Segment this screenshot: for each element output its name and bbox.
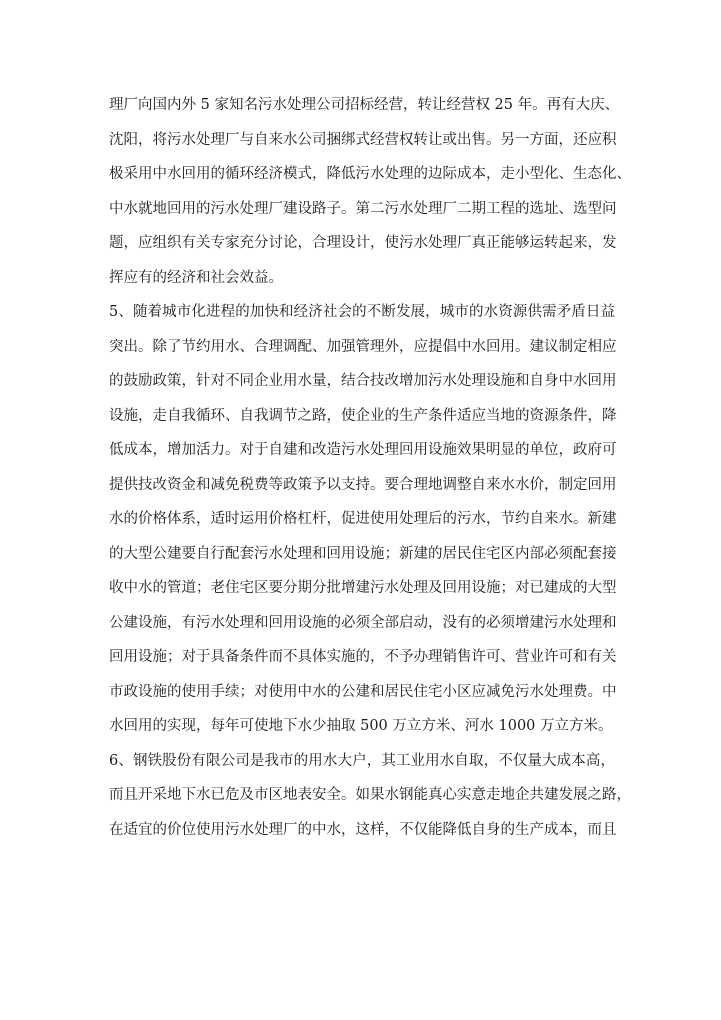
text-line: 理厂向国内外 5 家知名污水处理公司招标经营，转让经营权 25 年。再有大庆、 xyxy=(109,97,620,113)
text-line: 中水就地回用的污水处理厂建设路子。第二污水处理厂二期工程的选址、选型问 xyxy=(109,200,617,217)
text-line: 挥应有的经济和社会效益。 xyxy=(109,269,283,286)
text-line: 极采用中水回用的循环经济模式，降低污水处理的边际成本，走小型化、生态化、 xyxy=(109,166,631,182)
body-text xyxy=(109,88,631,847)
text-line: 沈阳，将污水处理厂与自来水公司捆绑式经营权转让或出售。另一方面，还应积 xyxy=(109,131,617,148)
text-line: 的大型公建要自行配套污水处理和回用设施；新建的居民住宅区内部必须配套接 xyxy=(109,545,617,562)
text-line: 水回用的实现，每年可使地下水少抽取 500 万立方米、河水 1000 万立方米。 xyxy=(109,718,613,734)
text-line: 的鼓励政策，针对不同企业用水量，结合技改增加污水处理设施和自身中水回用 xyxy=(109,373,617,389)
text-line: 而且开采地下水已危及市区地表安全。如果水钢能真心实意走地企共建发展之路， xyxy=(109,787,631,803)
text-line: 设施，走自我循环、自我调节之路，使企业的生产条件适应当地的资源条件，降 xyxy=(109,407,617,424)
text-line: 提供技改资金和减免税费等政策予以支持。要合理地调整自来水水价，制定回用 xyxy=(109,476,617,493)
text-line: 水的价格体系，适时运用价格杠杆，促进使用处理后的污水，节约自来水。新建 xyxy=(109,511,617,527)
text-line: 5、随着城市化进程的加快和经济社会的不断发展，城市的水资源供需矛盾日益 xyxy=(109,304,615,320)
text-line: 在适宜的价位使用污水处理厂的中水，这样，不仅能降低自身的生产成本，而且 xyxy=(109,821,617,838)
text-line: 低成本，增加活力。对于自建和改造污水处理回用设施效果明显的单位，政府可 xyxy=(109,442,617,458)
text-line: 市政设施的使用手续；对使用中水的公建和居民住宅小区应减免污水处理费。中 xyxy=(109,683,617,700)
text-line: 收中水的管道；老住宅区要分期分批增建污水处理及回用设施；对已建成的大型 xyxy=(109,580,617,596)
text-line: 回用设施；对于具备条件而不具体实施的，不予办理销售许可、营业许可和有关 xyxy=(109,649,617,665)
text-line: 突出。除了节约用水、合理调配、加强管理外，应提倡中水回用。建议制定相应 xyxy=(109,338,617,355)
text-line: 题，应组织有关专家充分讨论，合理设计，使污水处理厂真正能够运转起来，发 xyxy=(109,235,617,251)
text-line: 公建设施，有污水处理和回用设施的必须全部启动，没有的必须增建污水处理和 xyxy=(109,614,617,631)
text-line: 6、钢铁股份有限公司是我市的用水大户，其工业用水自取，不仅量大成本高， xyxy=(109,752,615,769)
